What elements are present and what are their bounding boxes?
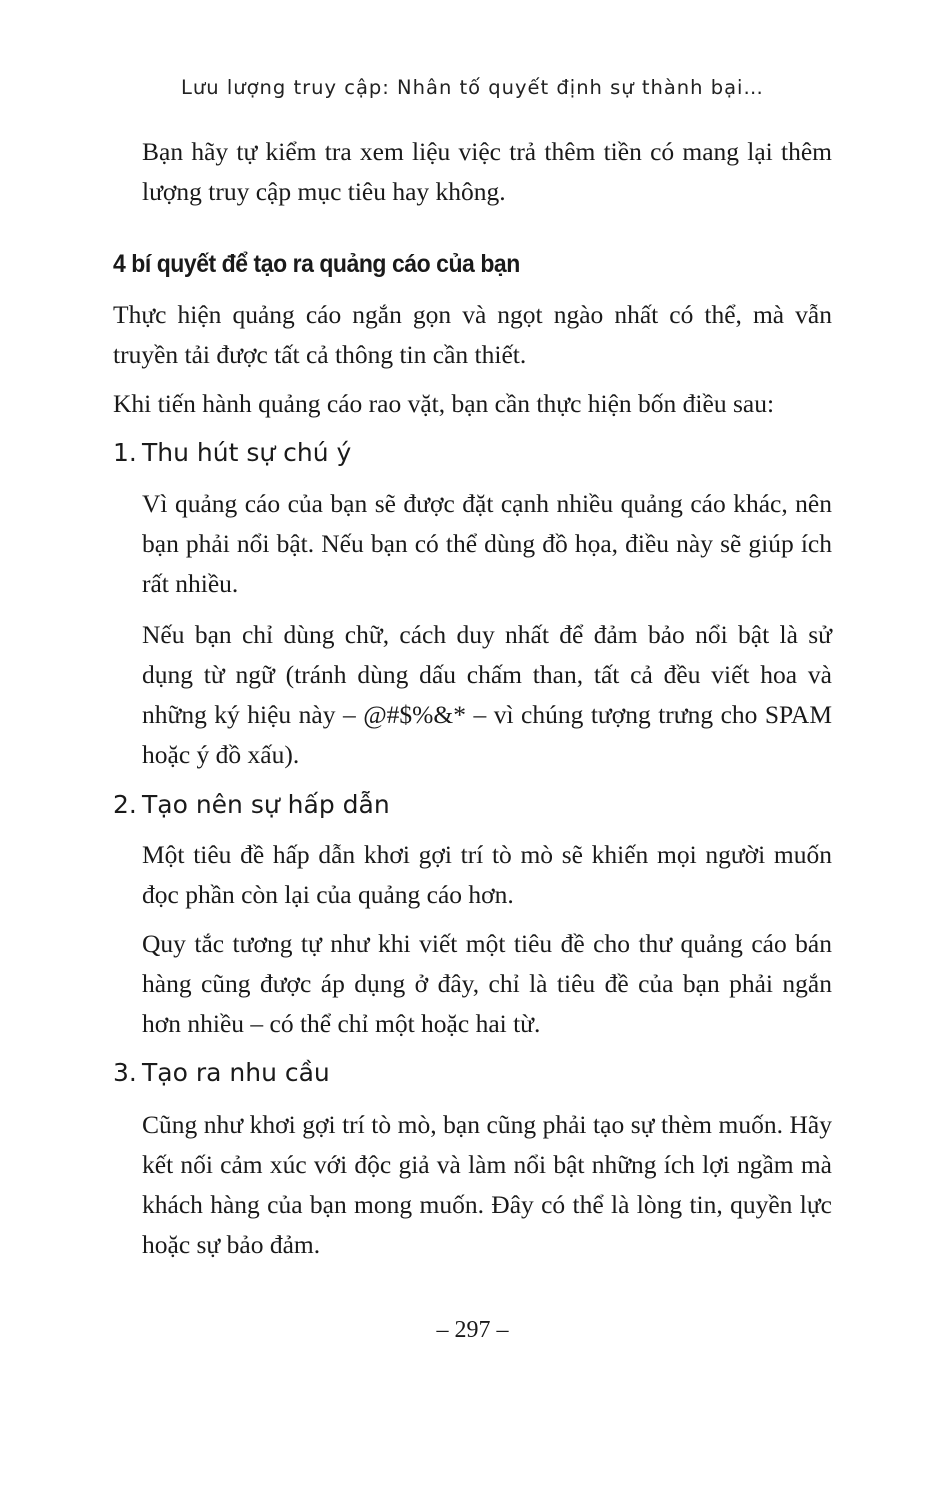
list-item-1 xyxy=(113,433,351,473)
item-3-paragraph-1: Cũng như khơi gợi trí tò mò, bạn cũng phải tạo sự thèm muốn. Hãy kết nối cảm xúc với độc giả và làm nổi bật những ích lợi ngầm mà khách hàng của bạn mong muốn. Đây có thể là lòng tin, quyền lực hoặc sự bảo đảm. xyxy=(142,1110,832,1259)
item-1-paragraph-2: Nếu bạn chỉ dùng chữ, cách duy nhất để đảm bảo nổi bật là sử dụng từ ngữ (tránh dùng dấu chấm than, tất cả đều viết hoa và những ký hiệu này – @#$%&* – vì chúng tượng trưng cho SPAM hoặc ý đồ xấu). xyxy=(142,620,832,769)
lead-paragraph-2: Khi tiến hành quảng cáo rao vặt, bạn cần thực hiện bốn điều sau: xyxy=(113,389,775,418)
lead-paragraph-1: Thực hiện quảng cáo ngắn gọn và ngọt ngào nhất có thể, mà vẫn truyền tải được tất cả thông tin cần thiết. xyxy=(113,300,832,369)
list-item-number: 3. xyxy=(113,1058,137,1087)
section-heading: 4 bí quyết để tạo ra quảng cáo của bạn xyxy=(113,250,520,278)
item-2-paragraph-2: Quy tắc tương tự như khi viết một tiêu đề cho thư quảng cáo bán hàng cũng được áp dụng ở đây, chỉ là tiêu đề của bạn phải ngắn hơn nhiều – có thể chỉ một hoặc hai từ. xyxy=(142,929,832,1038)
running-header: Lưu lượng truy cập: Nhân tố quyết định sự thành bại… xyxy=(181,76,764,99)
list-item-2 xyxy=(113,785,390,825)
page-number: – 297 – xyxy=(436,1317,509,1343)
item-2-paragraph-1: Một tiêu đề hấp dẫn khơi gợi trí tò mò sẽ khiến mọi người muốn đọc phần còn lại của quảng cáo hơn. xyxy=(142,840,832,909)
list-item-number: 2. xyxy=(113,790,137,819)
list-item-title: Tạo ra nhu cầu xyxy=(142,1058,330,1087)
list-item-title: Thu hút sự chú ý xyxy=(142,438,352,467)
list-item-3 xyxy=(113,1053,330,1093)
item-1-paragraph-1: Vì quảng cáo của bạn sẽ được đặt cạnh nhiều quảng cáo khác, nên bạn phải nổi bật. Nếu bạn có thể dùng đồ họa, điều này sẽ giúp ích rất nhiều. xyxy=(142,489,832,598)
list-item-number: 1. xyxy=(113,438,137,467)
list-item-title: Tạo nên sự hấp dẫn xyxy=(142,790,390,819)
intro-paragraph: Bạn hãy tự kiểm tra xem liệu việc trả thêm tiền có mang lại thêm lượng truy cập mục tiêu hay không. xyxy=(142,137,832,206)
